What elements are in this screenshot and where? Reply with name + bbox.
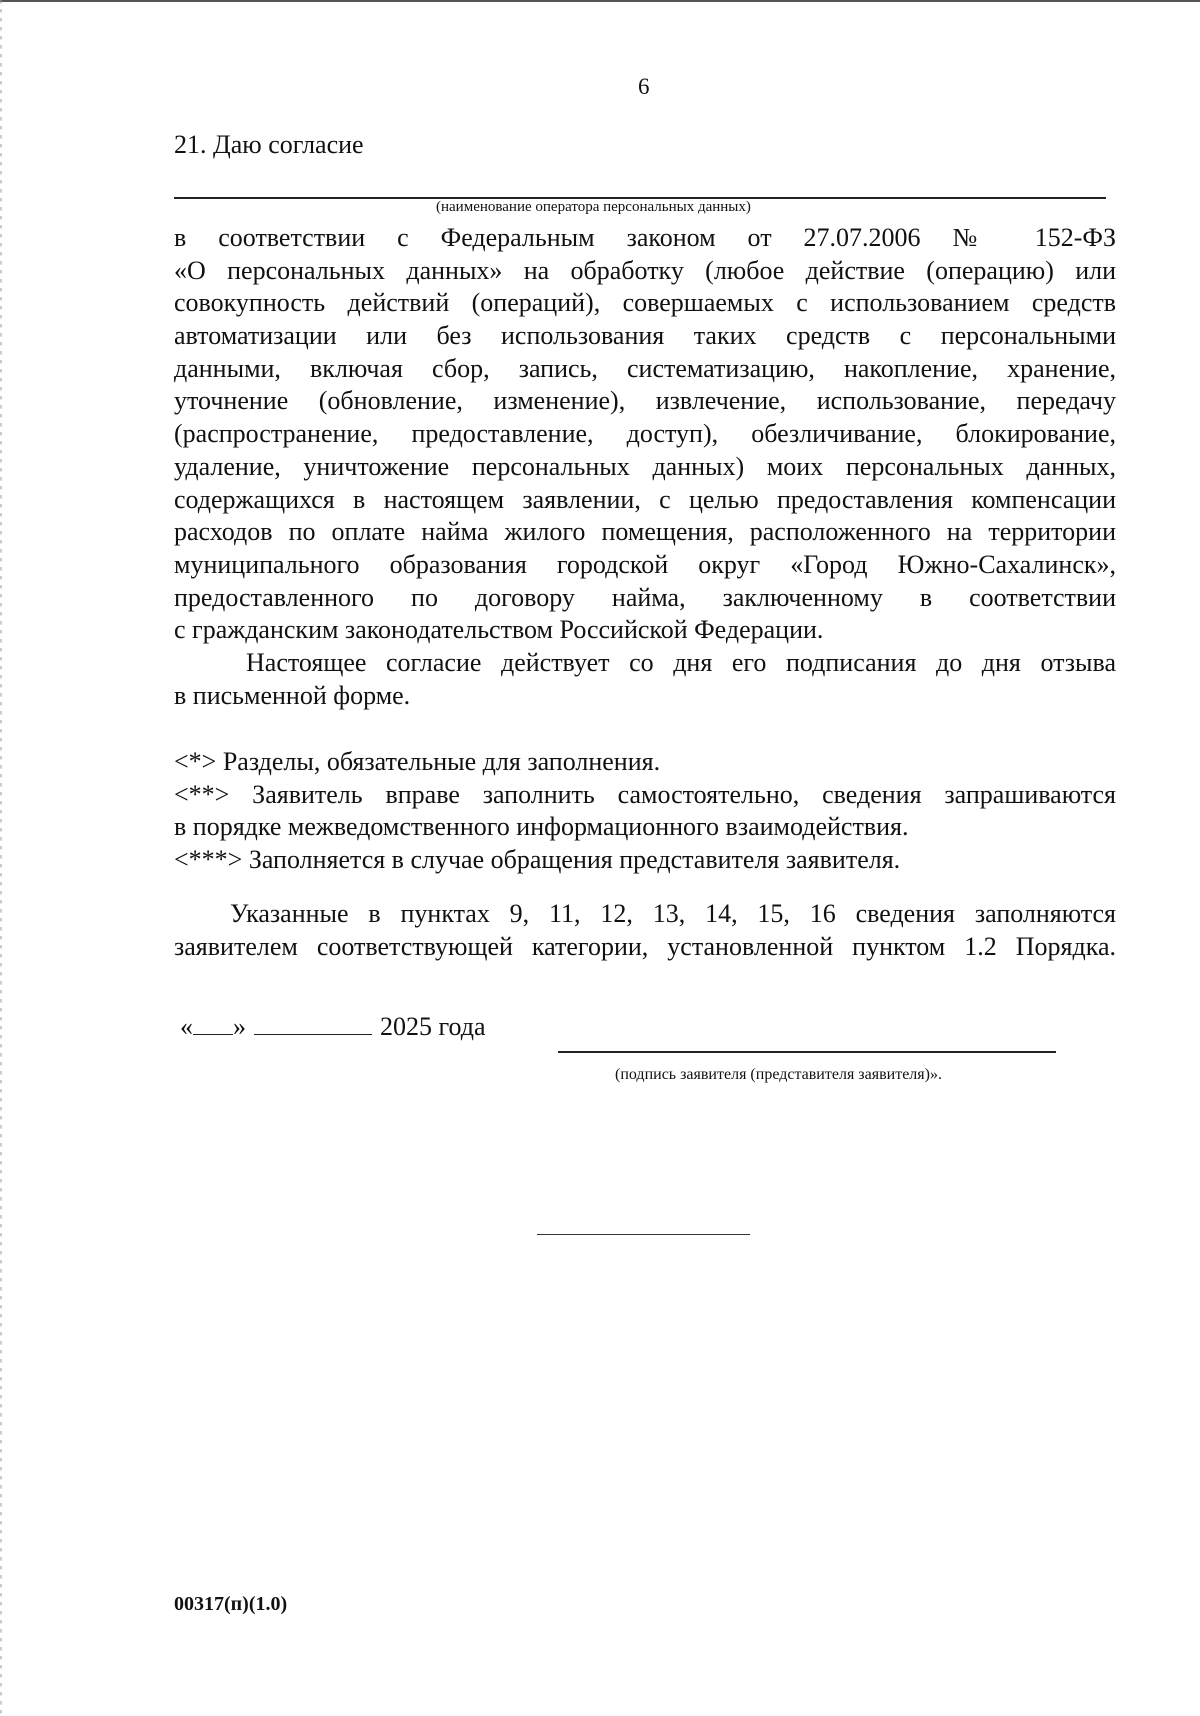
consent-line: расходов по оплате найма жилого помещения, расположенного на территории [174, 517, 1116, 547]
footnote-optional-cont: в порядке межведомственного информационного взаимодействия. [174, 812, 909, 842]
operator-caption: (наименование оператора персональных данных) [436, 199, 751, 215]
consent-line: совокупность действий (операций), совершаемых с использованием средств [174, 288, 1116, 318]
fill-note-paragraph [174, 898, 1116, 963]
footnote-required: <*> Разделы, обязательные для заполнения. [174, 747, 661, 776]
signature-caption: (подпись заявителя (представителя заявителя)». [615, 1066, 942, 1083]
consent-line: «О персональных данных» на обработку (любое действие (операцию) или [174, 255, 1116, 285]
consent-line: в соответствии с Федеральным законом от 27.07.2006 № 152-ФЗ [174, 223, 1116, 252]
validity-line: Настоящее согласие действует со дня его подписания до дня отзыва [246, 648, 1116, 677]
footnote-optional: <**> Заявитель вправе заполнить самостоятельно, сведения запрашиваются [174, 779, 1116, 809]
year-text: 2025 года [380, 1012, 486, 1041]
item-title: 21. Даю согласие [174, 130, 364, 159]
consent-line: данными, включая сбор, запись, систематизацию, накопление, хранение, [174, 353, 1116, 383]
consent-line: предоставленного по договору найма, заключенному в соответствии [174, 582, 1116, 612]
date-open-quote: « [180, 1012, 193, 1041]
signature-blank[interactable] [558, 1051, 1056, 1053]
consent-line: муниципального образования городской округ «Город Южно-Сахалинск», [174, 549, 1116, 579]
consent-line: уточнение (обновление, изменение), извлечение, использование, передачу [174, 386, 1116, 416]
fill-note-line: Указанные в пунктах 9, 11, 12, 13, 14, 15, 16 сведения заполняются [230, 899, 1116, 928]
validity-line: в письменной форме. [174, 680, 411, 710]
end-of-document-rule [537, 1234, 750, 1235]
consent-paragraph [174, 222, 1116, 647]
consent-line: (распространение, предоставление, доступ), обезличивание, блокирование, [174, 419, 1116, 449]
document-code: 00317(п)(1.0) [174, 1593, 288, 1615]
validity-paragraph [174, 647, 1116, 712]
consent-line: удаление, уничтожение персональных данных) моих персональных данных, [174, 451, 1116, 481]
date-close-quote: » [233, 1012, 246, 1041]
footnote-representative: <***> Заполняется в случае обращения представителя заявителя. [174, 845, 901, 875]
date-field [180, 1012, 486, 1042]
footnotes [174, 746, 1116, 877]
month-blank[interactable] [254, 1012, 372, 1035]
fill-note-line: заявителем соответствующей категории, установленной пунктом 1.2 Порядка. [174, 931, 1116, 961]
consent-line: автоматизации или без использования таких средств с персональными [174, 321, 1116, 351]
top-border [0, 0, 1200, 2]
consent-line: содержащихся в настоящем заявлении, с целью предоставления компенсации [174, 484, 1116, 514]
consent-line: с гражданским законодательством Российской Федерации. [174, 615, 824, 645]
scan-edge [0, 0, 2, 1716]
page-number: 6 [638, 74, 650, 99]
day-blank[interactable] [193, 1012, 233, 1035]
